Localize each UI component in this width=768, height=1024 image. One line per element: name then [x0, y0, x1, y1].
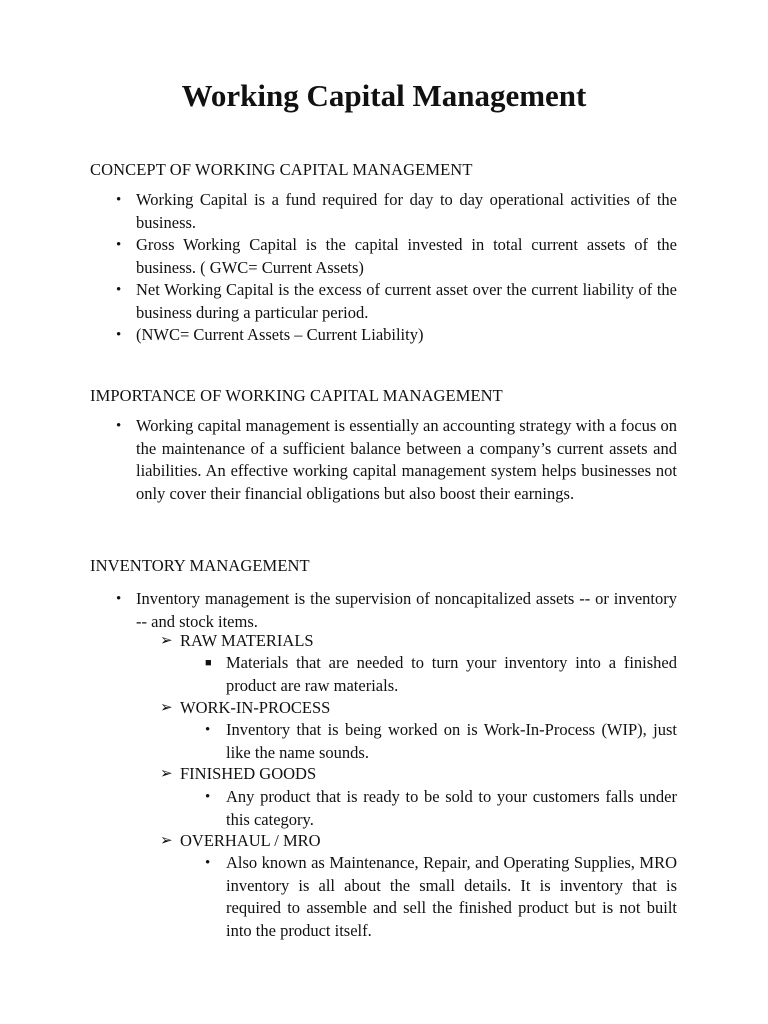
inventory-type-label: WORK-IN-PROCESS: [180, 698, 331, 717]
section-heading-inventory: INVENTORY MANAGEMENT: [90, 556, 310, 575]
bullet-icon: •: [205, 789, 211, 805]
concept-item-3: Net Working Capital is the excess of current asset over the current liability of the business during a particular period.: [136, 280, 677, 322]
arrow-bullet-icon: ➢: [160, 833, 173, 849]
bullet-icon: •: [116, 282, 122, 298]
bullet-icon: •: [205, 855, 211, 871]
concept-item-4: (NWC= Current Assets – Current Liability): [136, 325, 424, 344]
arrow-bullet-icon: ➢: [160, 766, 173, 782]
bullet-icon: •: [116, 327, 122, 343]
bullet-icon: •: [116, 418, 122, 434]
inventory-type-label: FINISHED GOODS: [180, 764, 317, 783]
inventory-type-label: OVERHAUL / MRO: [180, 831, 321, 850]
section-heading-concept: CONCEPT OF WORKING CAPITAL MANAGEMENT: [90, 160, 473, 179]
square-bullet-icon: ■: [205, 657, 212, 669]
bullet-icon: •: [116, 192, 122, 208]
inventory-intro: Inventory management is the supervision of noncapitalized assets -- or inventory -- and stock items.: [136, 589, 677, 631]
bullet-icon: •: [205, 722, 211, 738]
concept-item-2: Gross Working Capital is the capital invested in total current assets of the business. ( GWC= Current Assets): [136, 235, 677, 277]
section-heading-importance: IMPORTANCE OF WORKING CAPITAL MANAGEMENT: [90, 386, 503, 405]
inventory-type-desc: Inventory that is being worked on is Work-In-Process (WIP), just like the name sounds.: [226, 720, 677, 762]
inventory-type-desc: Any product that is ready to be sold to your customers falls under this category.: [226, 787, 677, 829]
importance-item-1: Working capital management is essentially an accounting strategy with a focus on the maintenance of a sufficient balance between a company’s current assets and liabilities. An effective working capital management system helps businesses not only cover their financial obligations but also boost their earnings.: [136, 416, 677, 503]
inventory-type-label: RAW MATERIALS: [180, 631, 314, 650]
bullet-icon: •: [116, 237, 122, 253]
arrow-bullet-icon: ➢: [160, 700, 173, 716]
concept-item-1: Working Capital is a fund required for day to day operational activities of the business.: [136, 190, 677, 232]
arrow-bullet-icon: ➢: [160, 633, 173, 649]
inventory-type-desc: Also known as Maintenance, Repair, and Operating Supplies, MRO inventory is all about the small details. It is inventory that is required to assemble and sell the finished product but is not built into the product itself.: [226, 853, 677, 940]
bullet-icon: •: [116, 591, 122, 607]
page-title: Working Capital Management: [181, 78, 587, 113]
inventory-type-desc: Materials that are needed to turn your inventory into a finished product are raw materials.: [226, 653, 677, 695]
